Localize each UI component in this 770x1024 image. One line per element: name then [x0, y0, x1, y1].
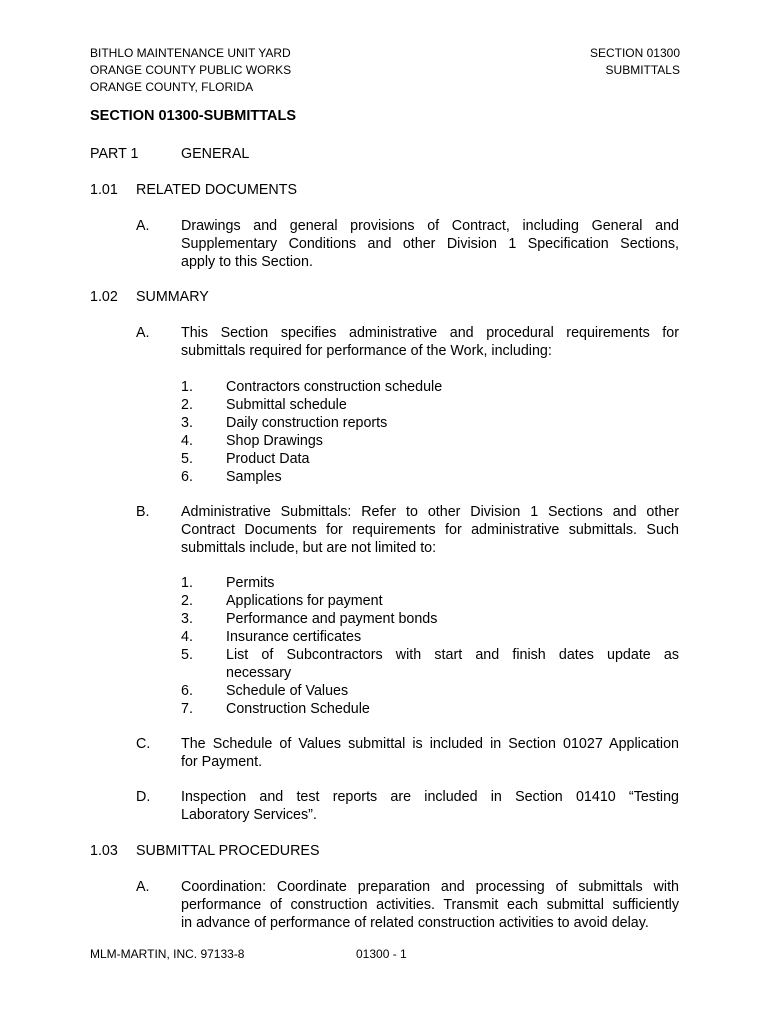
header-right-line: SUBMITTALS [605, 63, 680, 77]
header-right [590, 45, 680, 79]
list-number: 5. [181, 647, 193, 663]
header-left-line: BITHLO MAINTENANCE UNIT YARD [90, 46, 291, 60]
paragraph-letter: C. [136, 736, 151, 752]
article-number: 1.02 [90, 289, 118, 305]
header-left-line: ORANGE COUNTY, FLORIDA [90, 80, 254, 94]
text-line: necessary [226, 665, 292, 681]
list-item: Performance and payment bonds [226, 611, 438, 627]
list-number: 5. [181, 451, 193, 467]
list-item: Shop Drawings [226, 433, 323, 449]
text-line: Contract Documents for requirements for administrative submittals. Such [181, 522, 679, 538]
text-line: apply to this Section. [181, 254, 313, 270]
paragraph-text [181, 217, 679, 271]
list-item: Contractors construction schedule [226, 379, 443, 395]
text-line: This Section specifies administrative and procedural requirements for [181, 325, 679, 341]
text-line: submittals required for performance of the Work, including: [181, 343, 552, 359]
paragraph-text [181, 788, 679, 824]
list-number: 2. [181, 397, 193, 413]
header-left-line: ORANGE COUNTY PUBLIC WORKS [90, 63, 292, 77]
header-right-line: SECTION 01300 [589, 46, 680, 60]
footer-page-number: 01300 - 1 [356, 947, 407, 961]
text-line: for Payment. [181, 754, 263, 770]
paragraph-letter: D. [136, 789, 151, 805]
paragraph-text [181, 503, 679, 557]
text-line: List of Subcontractors with start and finish dates update as [226, 647, 679, 663]
list-number: 4. [181, 433, 193, 449]
list-item: Product Data [226, 451, 310, 467]
article-heading: SUMMARY [136, 289, 209, 305]
paragraph-text [181, 324, 679, 360]
section-title: SECTION 01300-SUBMITTALS [90, 108, 296, 124]
text-line: submittals include, but are not limited to: [181, 540, 437, 556]
article-number: 1.01 [90, 182, 118, 198]
list-number: 3. [181, 415, 193, 431]
list-item: Applications for payment [226, 593, 383, 609]
footer-left: MLM-MARTIN, INC. 97133-8 [90, 947, 245, 961]
list-item: Samples [226, 469, 282, 485]
list-item [226, 646, 679, 682]
text-line: performance of construction activities. Transmit each submittal sufficiently [181, 897, 679, 913]
text-line: Administrative Submittals: Refer to other Division 1 Sections and other [181, 504, 679, 520]
paragraph-text [181, 878, 679, 932]
text-line: Laboratory Services”. [181, 807, 317, 823]
list-item: Permits [226, 575, 275, 591]
part-name: GENERAL [181, 146, 250, 162]
paragraph-letter: A. [136, 218, 150, 234]
text-line: Inspection and test reports are included in Section 01410 “Testing [181, 789, 679, 805]
text-line: Coordination: Coordinate preparation and processing of submittals with [181, 879, 679, 895]
list-number: 7. [181, 701, 193, 717]
text-line: Supplementary Conditions and other Division 1 Specification Sections, [181, 236, 679, 252]
list-number: 2. [181, 593, 193, 609]
list-number: 1. [181, 575, 193, 591]
list-item: Submittal schedule [226, 397, 347, 413]
text-line: The Schedule of Values submittal is included in Section 01027 Application [181, 736, 679, 752]
list-item: Daily construction reports [226, 415, 388, 431]
list-item: Construction Schedule [226, 701, 370, 717]
paragraph-letter: A. [136, 879, 150, 895]
list-item: Insurance certificates [226, 629, 362, 645]
article-heading: RELATED DOCUMENTS [136, 182, 297, 198]
list-number: 4. [181, 629, 193, 645]
article-heading: SUBMITTAL PROCEDURES [136, 843, 320, 859]
text-line: in advance of performance of related construction activities to avoid delay. [181, 915, 649, 931]
list-number: 3. [181, 611, 193, 627]
article-number: 1.03 [90, 843, 118, 859]
paragraph-text [181, 735, 679, 771]
text-line: Drawings and general provisions of Contract, including General and [181, 218, 679, 234]
list-item: Schedule of Values [226, 683, 349, 699]
part-label: PART 1 [90, 146, 139, 162]
list-number: 1. [181, 379, 193, 395]
list-number: 6. [181, 683, 193, 699]
list-number: 6. [181, 469, 193, 485]
paragraph-letter: A. [136, 325, 150, 341]
header-left [90, 45, 291, 96]
paragraph-letter: B. [136, 504, 150, 520]
